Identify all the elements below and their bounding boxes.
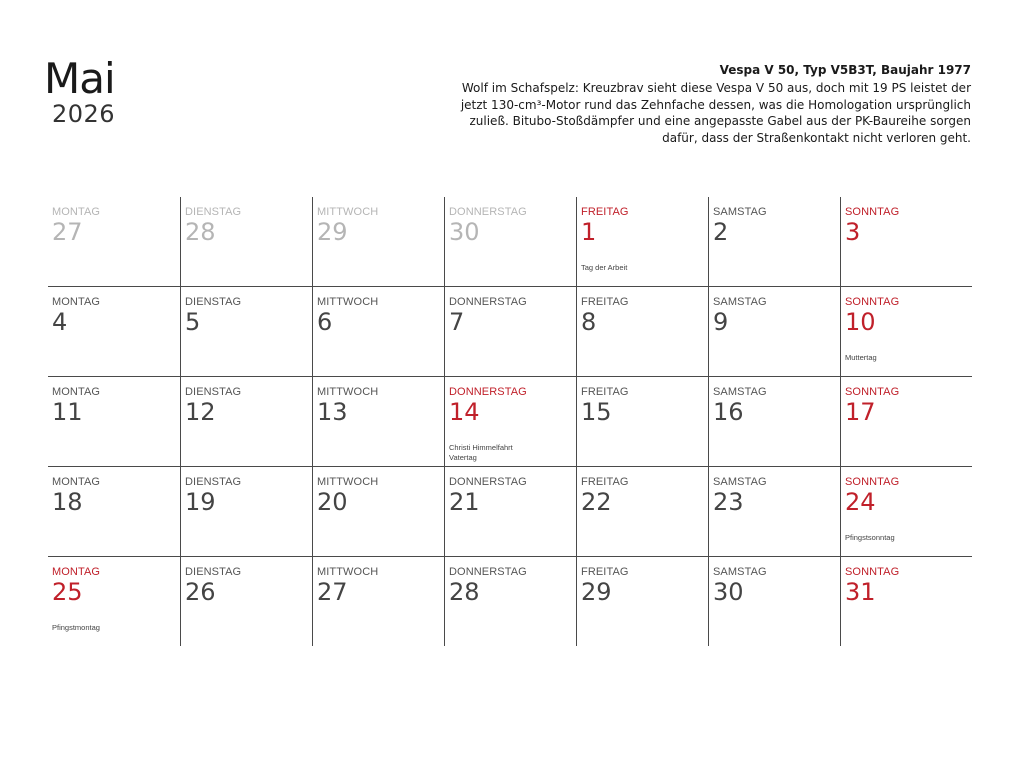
day-number: 14 [449, 398, 480, 426]
weekday-label: DIENSTAG [185, 476, 242, 488]
month-title: Mai [44, 54, 115, 103]
day-number: 27 [52, 218, 83, 246]
weekday-label: FREITAG [581, 566, 629, 578]
day-number: 31 [845, 578, 876, 606]
weekday-label: DIENSTAG [185, 206, 242, 218]
day-number: 15 [581, 398, 612, 426]
weekday-label: MITTWOCH [317, 296, 379, 308]
day-number: 29 [317, 218, 348, 246]
weekday-label: DONNERSTAG [449, 386, 527, 398]
day-cell[interactable] [840, 557, 972, 646]
caption-text: Wolf im Schafspelz: Kreuzbrav sieht diese Vespa V 50 aus, doch mit 19 PS leistet der jetzt 130-cm³-Motor rund das Zehnfache dessen, was die Homologation ursprünglich zuließ. Bitubo-Stoßdämpfer und eine angepasste Gabel aus der PK-Baureihe sorgen dafür, dass der Straßenkontakt nicht verloren geht. [460, 81, 971, 145]
calendar-week [48, 466, 972, 556]
day-number: 17 [845, 398, 876, 426]
weekday-label: MITTWOCH [317, 476, 379, 488]
day-number: 6 [317, 308, 333, 336]
holiday-note: Muttertag [845, 353, 877, 362]
day-number: 5 [185, 308, 201, 336]
day-cell[interactable] [444, 467, 576, 556]
weekday-label: SONNTAG [845, 566, 900, 578]
weekday-label: DIENSTAG [185, 386, 242, 398]
day-cell[interactable] [444, 197, 576, 286]
day-cell[interactable] [180, 287, 312, 376]
weekday-label: MONTAG [52, 476, 101, 488]
day-cell[interactable] [180, 467, 312, 556]
weekday-label: FREITAG [581, 386, 629, 398]
day-number: 23 [713, 488, 744, 516]
day-number: 24 [845, 488, 876, 516]
day-number: 26 [185, 578, 216, 606]
day-cell[interactable] [840, 197, 972, 286]
day-number: 30 [713, 578, 744, 606]
day-number: 28 [185, 218, 216, 246]
holiday-note: Christi Himmelfahrt Vatertag [449, 443, 513, 462]
day-number: 8 [581, 308, 597, 336]
day-number: 1 [581, 218, 597, 246]
weekday-label: MONTAG [52, 206, 101, 218]
day-number: 4 [52, 308, 68, 336]
day-cell[interactable] [48, 287, 180, 376]
day-cell[interactable] [444, 557, 576, 646]
weekday-label: MONTAG [52, 386, 101, 398]
day-cell[interactable] [576, 557, 708, 646]
weekday-label: DIENSTAG [185, 296, 242, 308]
weekday-label: FREITAG [581, 206, 629, 218]
day-cell[interactable] [840, 467, 972, 556]
day-cell[interactable] [444, 287, 576, 376]
day-cell[interactable] [708, 287, 840, 376]
year-title: 2026 [52, 100, 116, 128]
day-cell[interactable] [576, 467, 708, 556]
day-number: 10 [845, 308, 876, 336]
day-number: 9 [713, 308, 729, 336]
day-cell[interactable] [708, 377, 840, 466]
photo-caption [451, 62, 971, 146]
weekday-label: MONTAG [52, 296, 101, 308]
calendar-week [48, 197, 972, 286]
day-cell[interactable] [840, 287, 972, 376]
day-cell[interactable] [48, 377, 180, 466]
day-cell[interactable] [312, 467, 444, 556]
weekday-label: DONNERSTAG [449, 566, 527, 578]
calendar-week [48, 556, 972, 646]
day-cell[interactable] [312, 377, 444, 466]
day-cell[interactable] [48, 467, 180, 556]
holiday-note: Tag der Arbeit [581, 263, 628, 272]
weekday-label: DONNERSTAG [449, 476, 527, 488]
holiday-note: Pfingstsonntag [845, 533, 895, 542]
day-number: 16 [713, 398, 744, 426]
day-cell[interactable] [180, 557, 312, 646]
weekday-label: MITTWOCH [317, 566, 379, 578]
weekday-label: DIENSTAG [185, 566, 242, 578]
day-cell[interactable] [312, 557, 444, 646]
day-number: 7 [449, 308, 465, 336]
weekday-label: FREITAG [581, 296, 629, 308]
weekday-label: SONNTAG [845, 386, 900, 398]
day-cell[interactable] [576, 287, 708, 376]
weekday-label: MITTWOCH [317, 206, 379, 218]
weekday-label: SAMSTAG [713, 296, 767, 308]
day-number: 28 [449, 578, 480, 606]
day-number: 21 [449, 488, 480, 516]
day-cell[interactable] [840, 377, 972, 466]
day-cell[interactable] [48, 197, 180, 286]
day-cell[interactable] [708, 467, 840, 556]
day-number: 27 [317, 578, 348, 606]
day-cell[interactable] [576, 377, 708, 466]
weekday-label: SAMSTAG [713, 476, 767, 488]
weekday-label: MITTWOCH [317, 386, 379, 398]
day-cell[interactable] [312, 287, 444, 376]
weekday-label: MONTAG [52, 566, 101, 578]
weekday-label: FREITAG [581, 476, 629, 488]
day-number: 18 [52, 488, 83, 516]
day-number: 12 [185, 398, 216, 426]
weekday-label: SONNTAG [845, 296, 900, 308]
weekday-label: DONNERSTAG [449, 296, 527, 308]
day-number: 30 [449, 218, 480, 246]
weekday-label: SONNTAG [845, 476, 900, 488]
calendar-week [48, 376, 972, 466]
day-cell[interactable] [180, 377, 312, 466]
day-number: 13 [317, 398, 348, 426]
day-cell[interactable] [708, 557, 840, 646]
day-cell[interactable] [576, 197, 708, 286]
day-cell[interactable] [708, 197, 840, 286]
day-number: 29 [581, 578, 612, 606]
caption-title: Vespa V 50, Typ V5B3T, Baujahr 1977 [719, 63, 971, 77]
weekday-label: SAMSTAG [713, 386, 767, 398]
holiday-note: Pfingstmontag [52, 623, 100, 632]
weekday-label: DONNERSTAG [449, 206, 527, 218]
weekday-label: SONNTAG [845, 206, 900, 218]
day-cell[interactable] [180, 197, 312, 286]
day-number: 25 [52, 578, 83, 606]
calendar-week [48, 286, 972, 376]
day-number: 19 [185, 488, 216, 516]
calendar-grid [48, 197, 972, 644]
day-number: 20 [317, 488, 348, 516]
day-cell[interactable] [48, 557, 180, 646]
weekday-label: SAMSTAG [713, 566, 767, 578]
day-number: 22 [581, 488, 612, 516]
weekday-label: SAMSTAG [713, 206, 767, 218]
day-number: 3 [845, 218, 861, 246]
day-number: 11 [52, 398, 83, 426]
day-cell[interactable] [312, 197, 444, 286]
day-cell[interactable] [444, 377, 576, 466]
day-number: 2 [713, 218, 729, 246]
